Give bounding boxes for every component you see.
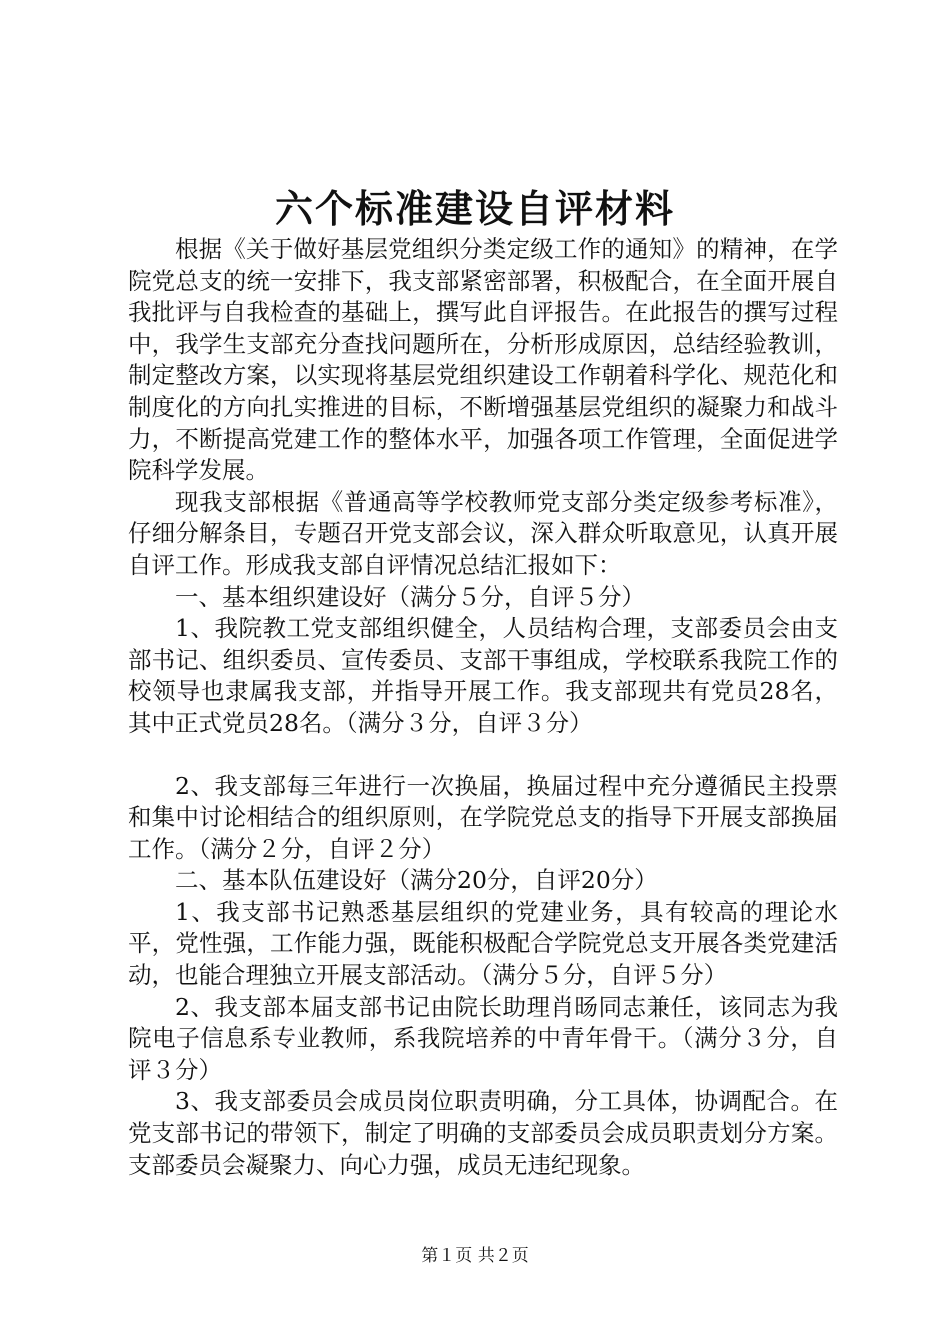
item-paragraph: 1、我支部书记熟悉基层组织的党建业务，具有较高的理论水平，党性强，工作能力强，既能积极配合学院党总支开展各类党建活动，也能合理独立开展支部活动。（满分５分，自评５分） [128, 897, 838, 990]
section-heading-basic-organization: 一、基本组织建设好（满分５分，自评５分） [175, 582, 645, 611]
summary-paragraph: 现我支部根据《普通高等学校教师党支部分类定级参考标准》，仔细分解条目，专题召开党支部会议，深入群众听取意见，认真开展自评工作。形成我支部自评情况总结汇报如下： [128, 487, 838, 579]
page-footer: 第１页 共２页 [421, 1246, 529, 1266]
blank-line [128, 740, 838, 771]
intro-paragraph: 根据《关于做好基层党组织分类定级工作的通知》的精神，在学院党总支的统一安排下，我支部紧密部署，积极配合，在全面开展自我批评与自我检查的基础上，撰写此自评报告。在此报告的撰写过程中，我学生支部充分查找问题所在，分析形成原因，总结经验教训，制定整改方案，以实现将基层党组织建设工作朝着科学化、规范化和制度化的方向扎实推进的目标，不断增强基层党组织的凝聚力和战斗力，不断提高党建工作的整体水平，加强各项工作管理，全面促进学院科学发展。 [128, 235, 838, 485]
section-heading-basic-team: 二、基本队伍建设好（满分20分，自评20分） [175, 866, 658, 895]
item-paragraph: 2、我支部每三年进行一次换届，换届过程中充分遵循民主投票和集中讨论相结合的组织原则，在学院党总支的指导下开展支部换届工作。（满分２分，自评２分） [128, 771, 838, 863]
item-paragraph: 2、我支部本届支部书记由院长助理肖旸同志兼任，该同志为我院电子信息系专业教师，系我院培养的中青年骨干。（满分３分，自评３分） [128, 992, 838, 1084]
item-paragraph: 1、我院教工党支部组织健全，人员结构合理，支部委员会由支部书记、组织委员、宣传委员、支部干事组成，学校联系我院工作的校领导也隶属我支部，并指导开展工作。我支部现共有党员28名，其中正式党员28名。（满分３分，自评３分） [128, 614, 838, 737]
document-body [128, 234, 838, 1181]
item-paragraph: 3、我支部委员会成员岗位职责明确，分工具体，协调配合。在党支部书记的带领下，制定了明确的支部委员会成员职责划分方案。支部委员会凝聚力、向心力强，成员无违纪现象。 [128, 1087, 838, 1179]
document-title: 六个标准建设自评材料 [274, 187, 675, 231]
